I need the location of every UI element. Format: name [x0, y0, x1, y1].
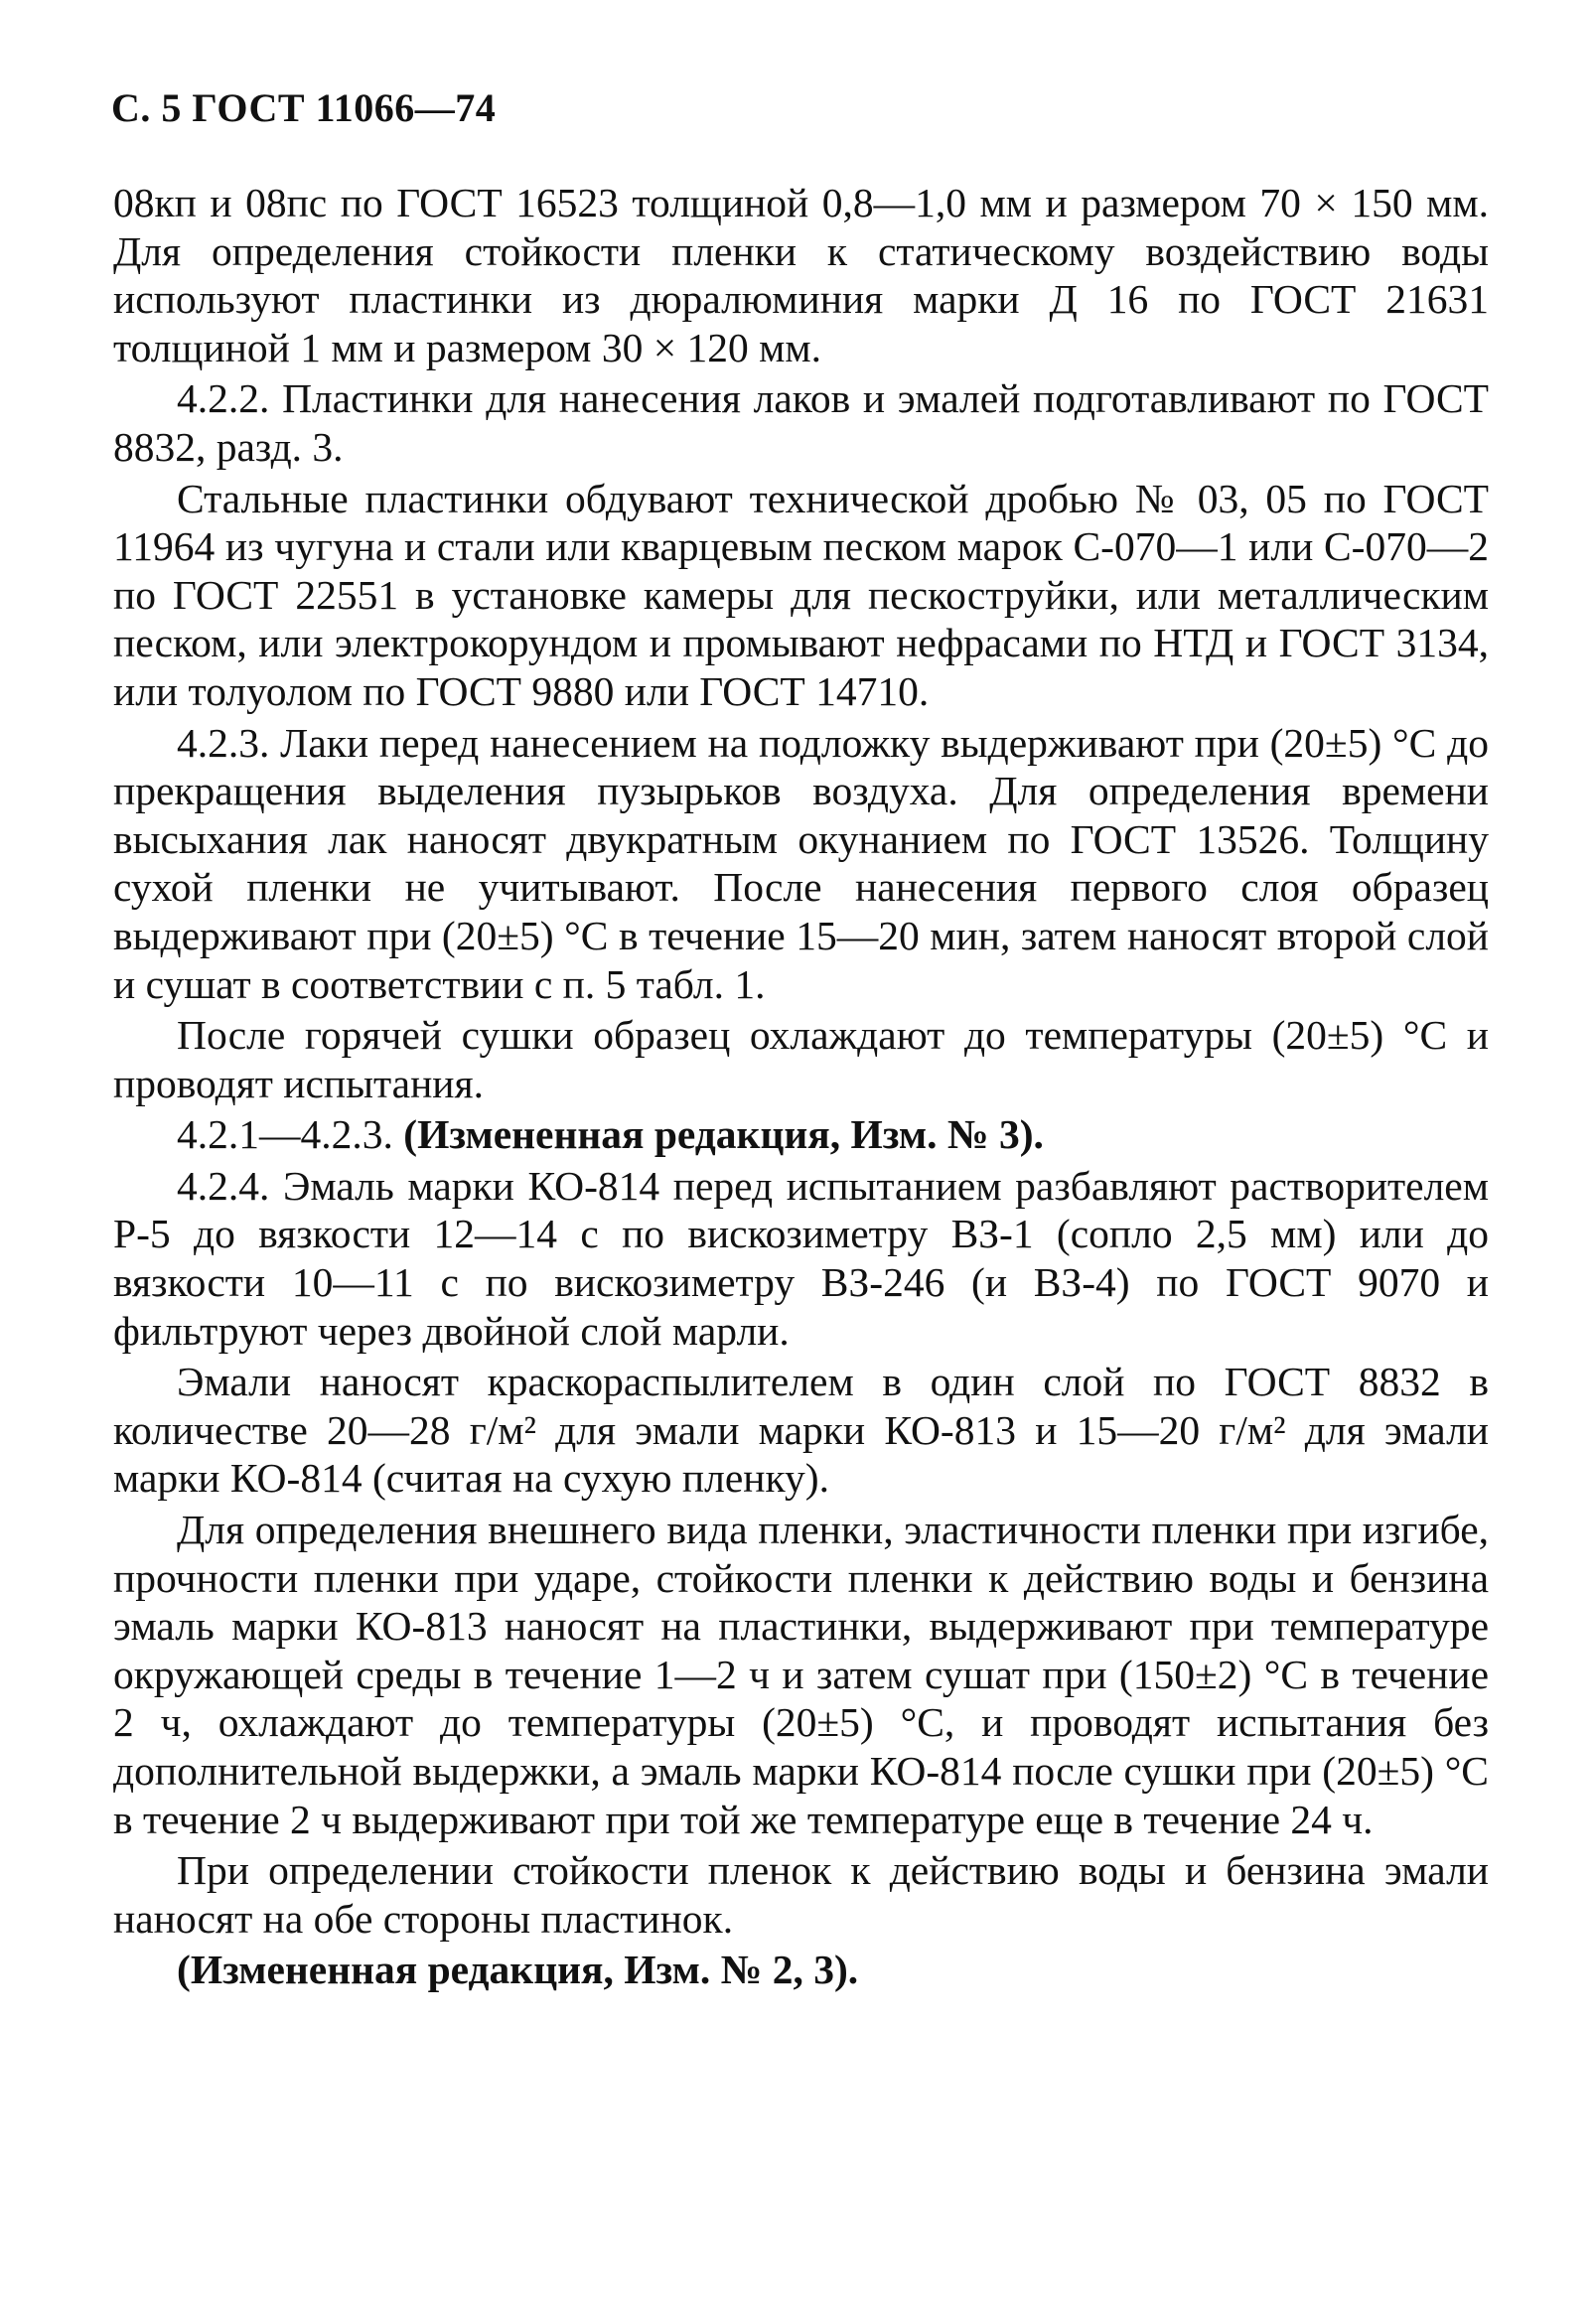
- paragraph-steel-plates: Стальные пластинки обдувают технической дробью № 03, 05 по ГОСТ 11964 из чугуна и стали или кварцевым песком марок С-070—1 или С-070—2 по ГОСТ 22551 в установке камеры для пескоструйки, или металлическим песком, или электрокорундом и промывают нефрасами по НТД и ГОСТ 3134, или толуолом по ГОСТ 9880 или ГОСТ 14710.: [113, 475, 1489, 714]
- revision-note-bold: (Измененная редакция, Изм. № 3).: [403, 1111, 1044, 1158]
- revision-note-bold-2: (Измененная редакция, Изм. № 2, 3).: [177, 1947, 859, 1993]
- paragraph-4-2-4: 4.2.4. Эмаль марки КО-814 перед испытанием разбавляют растворителем Р-5 до вязкости 12—14 с по вискозиметру ВЗ-1 (сопло 2,5 мм) или до вязкости 10—11 с по вискозиметру ВЗ-246 (и ВЗ-4) по ГОСТ 9070 и фильтруют через двойной слой марли.: [113, 1162, 1489, 1354]
- paragraph-enamel-application: Эмали наносят краскораспылителем в один слой по ГОСТ 8832 в количестве 20—28 г/м² для эмали марки КО-813 и 15—20 г/м² для эмали марки КО-814 (считая на сухую пленку).: [113, 1359, 1489, 1502]
- paragraph-4-2-2: 4.2.2. Пластинки для нанесения лаков и эмалей подготавливают по ГОСТ 8832, разд. 3.: [113, 375, 1489, 470]
- page-header: С. 5 ГОСТ 11066—74: [111, 85, 497, 130]
- paragraph-after-drying: После горячей сушки образец охлаждают до температуры (20±5) °С и проводят испытания.: [113, 1012, 1489, 1106]
- paragraph-continuation: 08кп и 08пс по ГОСТ 16523 толщиной 0,8—1,0 мм и размером 70 × 150 мм. Для определения стойкости пленки к статическому воздействию воды используют пластинки из дюралюминия марки Д 16 по ГОСТ 21631 толщиной 1 мм и размером 30 × 120 мм.: [113, 180, 1489, 370]
- paragraph-revision-note-1: [113, 1110, 1489, 1159]
- revision-note-prefix: 4.2.1—4.2.3.: [177, 1111, 404, 1158]
- paragraph-4-2-3: 4.2.3. Лаки перед нанесением на подложку выдерживают при (20±5) °С до прекращения выделения пузырьков воздуха. Для определения времени высыхания лак наносят двукратным окунанием по ГОСТ 13526. Толщину сухой пленки не учитывают. После нанесения первого слоя образец выдерживают при (20±5) °С в течение 15—20 мин, затем наносят второй слой и сушат в соответствии с п. 5 табл. 1.: [113, 719, 1489, 1007]
- paragraph-film-properties: Для определения внешнего вида пленки, эластичности пленки при изгибе, прочности пленки при ударе, стойкости пленки к действию воды и бензина эмаль марки КО-813 наносят на пластинки, выдерживают при температуре окружающей среды в течение 1—2 ч и затем сушат при (150±2) °С в течение 2 ч, охлаждают до температуры (20±5) °С, и проводят испытания без дополнительной выдержки, а эмаль марки КО-814 после сушки при (20±5) °С в течение 2 ч выдерживают при той же температуре еще в течение 24 ч.: [113, 1507, 1489, 1842]
- paragraph-revision-note-2: [113, 1946, 1489, 1994]
- paragraph-both-sides: При определении стойкости пленок к действию воды и бензина эмали наносят на обе стороны пластинок.: [113, 1847, 1489, 1942]
- document-body: [113, 179, 1489, 1997]
